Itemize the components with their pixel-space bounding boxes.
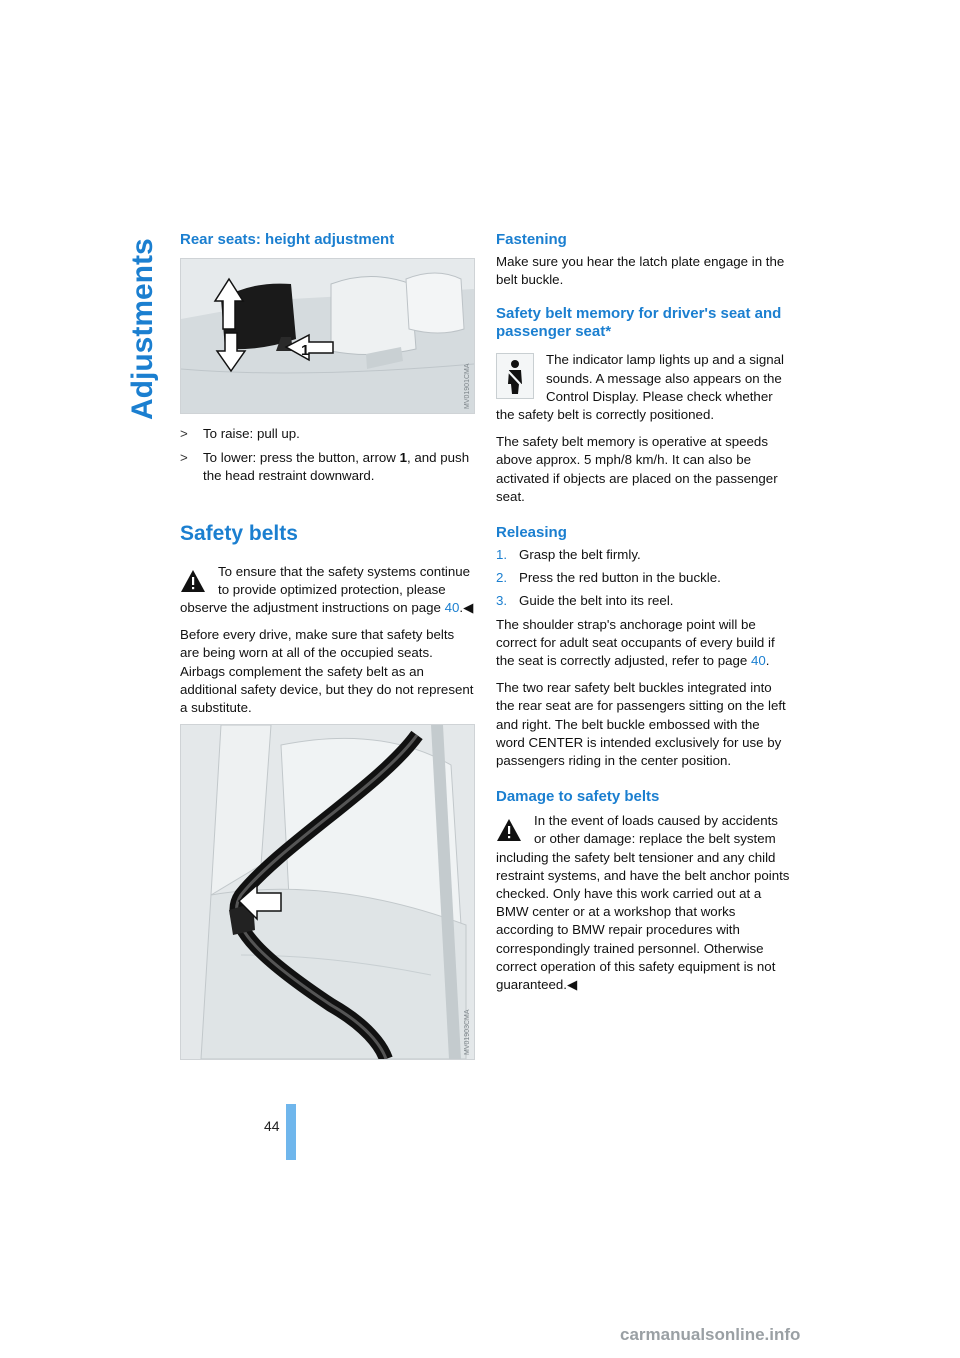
right-column: [496, 231, 792, 1003]
heading-rear-seats: Rear seats: height adjustment: [180, 231, 395, 248]
chapter-title: Adjustments: [126, 238, 159, 420]
page-link[interactable]: 40: [444, 600, 460, 616]
warning-icon: [180, 569, 206, 593]
heading-belt-memory: Safety belt memory for driver's seat and passenger seat*: [496, 305, 782, 341]
heading-safety-belts: Safety belts: [180, 521, 298, 545]
heading-damage: Damage to safety belts: [496, 788, 660, 806]
bullet-item: > To raise: pull up.: [180, 426, 300, 441]
left-column-body: [180, 425, 476, 726]
seatbelt-indicator-icon: [496, 353, 534, 399]
heading-releasing: Releasing: [496, 524, 567, 542]
paragraph: The shoulder strap's anchorage point will be correct for adult seat occupants of every build if the seat is correctly adjusted, refer to page 40.: [496, 616, 775, 669]
page-number: 44: [264, 1118, 280, 1134]
paragraph: The two rear safety belt buckles integrated into the rear seat are for passengers sitting on the left and right. The belt buckle embossed with the word CENTER is intended exclusively for use by passengers riding in the center position.: [496, 680, 786, 769]
list-item: 1. Grasp the belt firmly.: [496, 547, 641, 563]
headrest-figure: [180, 258, 475, 414]
paragraph: Before every drive, make sure that safety belts are being worn at all of the occupied seats. Airbags complement the safety belt as an additional safety device, but they do not represent a substitute.: [180, 627, 474, 716]
list-item: 3. Guide the belt into its reel.: [496, 593, 674, 609]
list-item: 2. Press the red button in the buckle.: [496, 570, 721, 586]
figure-code: MV01901CMA: [464, 363, 471, 409]
page-marker-bar: [286, 1104, 296, 1160]
paragraph: Make sure you hear the latch plate engage in the belt buckle.: [496, 254, 785, 288]
warning-paragraph: To ensure that the safety systems continue to provide optimized protection, please observe the adjustment instructions on page 40.◀: [180, 563, 474, 616]
footer-watermark: carmanualsonline.info: [620, 1325, 801, 1344]
figure-code: MV01903CMA: [464, 1009, 471, 1055]
callout-number: 1: [301, 342, 310, 359]
warning-paragraph: In the event of loads caused by accidents or other damage: replace the belt system including the safety belt tensioner and any child restraint systems, and have the belt anchor points checked. Only have this work carried out at a BMW center or at a workshop that works according to BMW repair procedures with correspondingly trained personnel. Otherwise correct operation of this safety equipment is not guaranteed.◀: [496, 813, 790, 993]
left-column: [180, 231, 476, 249]
paragraph: The indicator lamp lights up and a signal sounds. A message also appears on the Control Display. Please check whether the safety belt is correctly positioned.: [496, 352, 785, 423]
seat-belt-figure: [180, 724, 475, 1060]
heading-fastening: Fastening: [496, 231, 567, 248]
page-link[interactable]: 40: [751, 653, 766, 669]
bullet-item: > To lower: press the button, arrow 1, and push the head restraint downward.: [180, 450, 470, 484]
paragraph: The safety belt memory is operative at speeds above approx. 5 mph/8 km/h. It can also be activated if objects are placed on the passenger seat.: [496, 434, 778, 504]
warning-icon: [496, 818, 522, 842]
